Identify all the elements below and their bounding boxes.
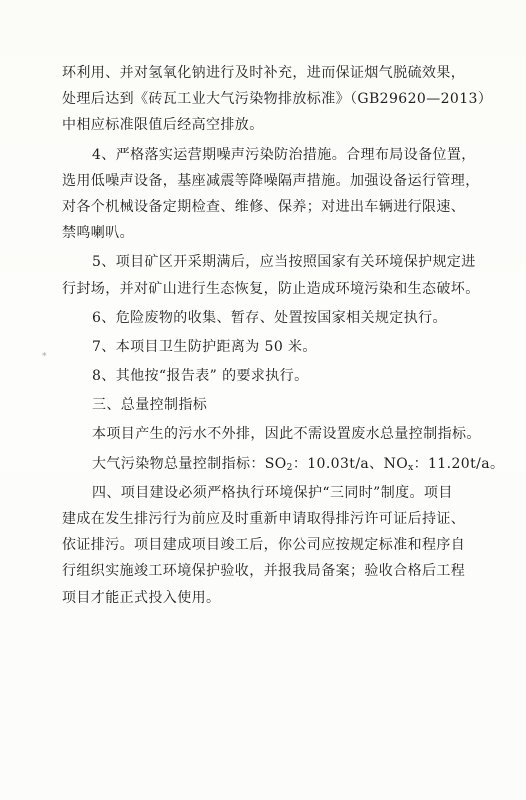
item-6: 6、危险废物的收集、暂存、处置按国家相关规定执行。 <box>92 309 447 326</box>
section-3-heading: 三、总量控制指标 <box>92 397 208 414</box>
document-body <box>62 60 505 611</box>
nox-subscript: x <box>408 462 414 473</box>
item-7: 7、本项目卫生防护距离为 50 米。 <box>92 338 317 355</box>
item-4-line: 选用低噪声设备，基座减震等降噪隔声措施。加强设备运行管理， <box>62 172 480 189</box>
paragraph-line: 处理后达到《砖瓦工业大气污染物排放标准》（GB29620—2013） <box>62 91 493 108</box>
item-4-line: 禁鸣喇叭。 <box>62 225 134 242</box>
paragraph-line: 中相应标准限值后经高空排放。 <box>62 117 264 134</box>
section-4-line: 依证排污。项目建成项目竣工后，你公司应按规定标准和程序自 <box>62 537 466 554</box>
item-4-line: 对各个机械设备定期检查、维修、保养；对进出车辆进行限速、 <box>62 198 466 215</box>
section-4-line: 四、项目建设必须严格执行环境保护“三同时”制度。项目 <box>92 484 453 501</box>
item-8: 8、其他按“报告表” 的要求执行。 <box>92 368 309 385</box>
section-4-line: 项目才能正式投入使用。 <box>62 589 221 606</box>
item-5-line: 行封场，并对矿山进行生态恢复，防止造成环境污染和生态破坏。 <box>62 280 480 297</box>
section-3-wastewater: 本项目产生的污水不外排，因此不需设置废水总量控制指标。 <box>92 426 481 443</box>
so2-subscript: 2 <box>286 462 293 473</box>
air-quota-mid: ：10.03t/a、NO <box>292 455 409 472</box>
air-quota-suffix: ：11.20t/a。 <box>413 455 505 472</box>
section-3-air-quota <box>62 451 505 477</box>
item-4-line: 4、严格落实运营期噪声污染防治措施。合理布局设备位置， <box>92 146 476 163</box>
section-4-line: 建成在发生排污行为前应及时重新申请取得排污许可证后持证、 <box>62 511 466 527</box>
air-quota-prefix: 大气污染物总量控制指标：SO <box>92 455 287 472</box>
section-4-line: 行组织实施竣工环境保护验收，并报我局备案；验收合格后工程 <box>62 563 466 580</box>
paragraph-line: 环利用、并对氢氧化钠进行及时补充，进而保证烟气脱硫效果， <box>62 65 466 81</box>
item-5-line: 5、项目矿区开采期满后，应当按照国家有关环境保护规定进 <box>92 254 476 271</box>
margin-mark: * <box>42 352 47 362</box>
